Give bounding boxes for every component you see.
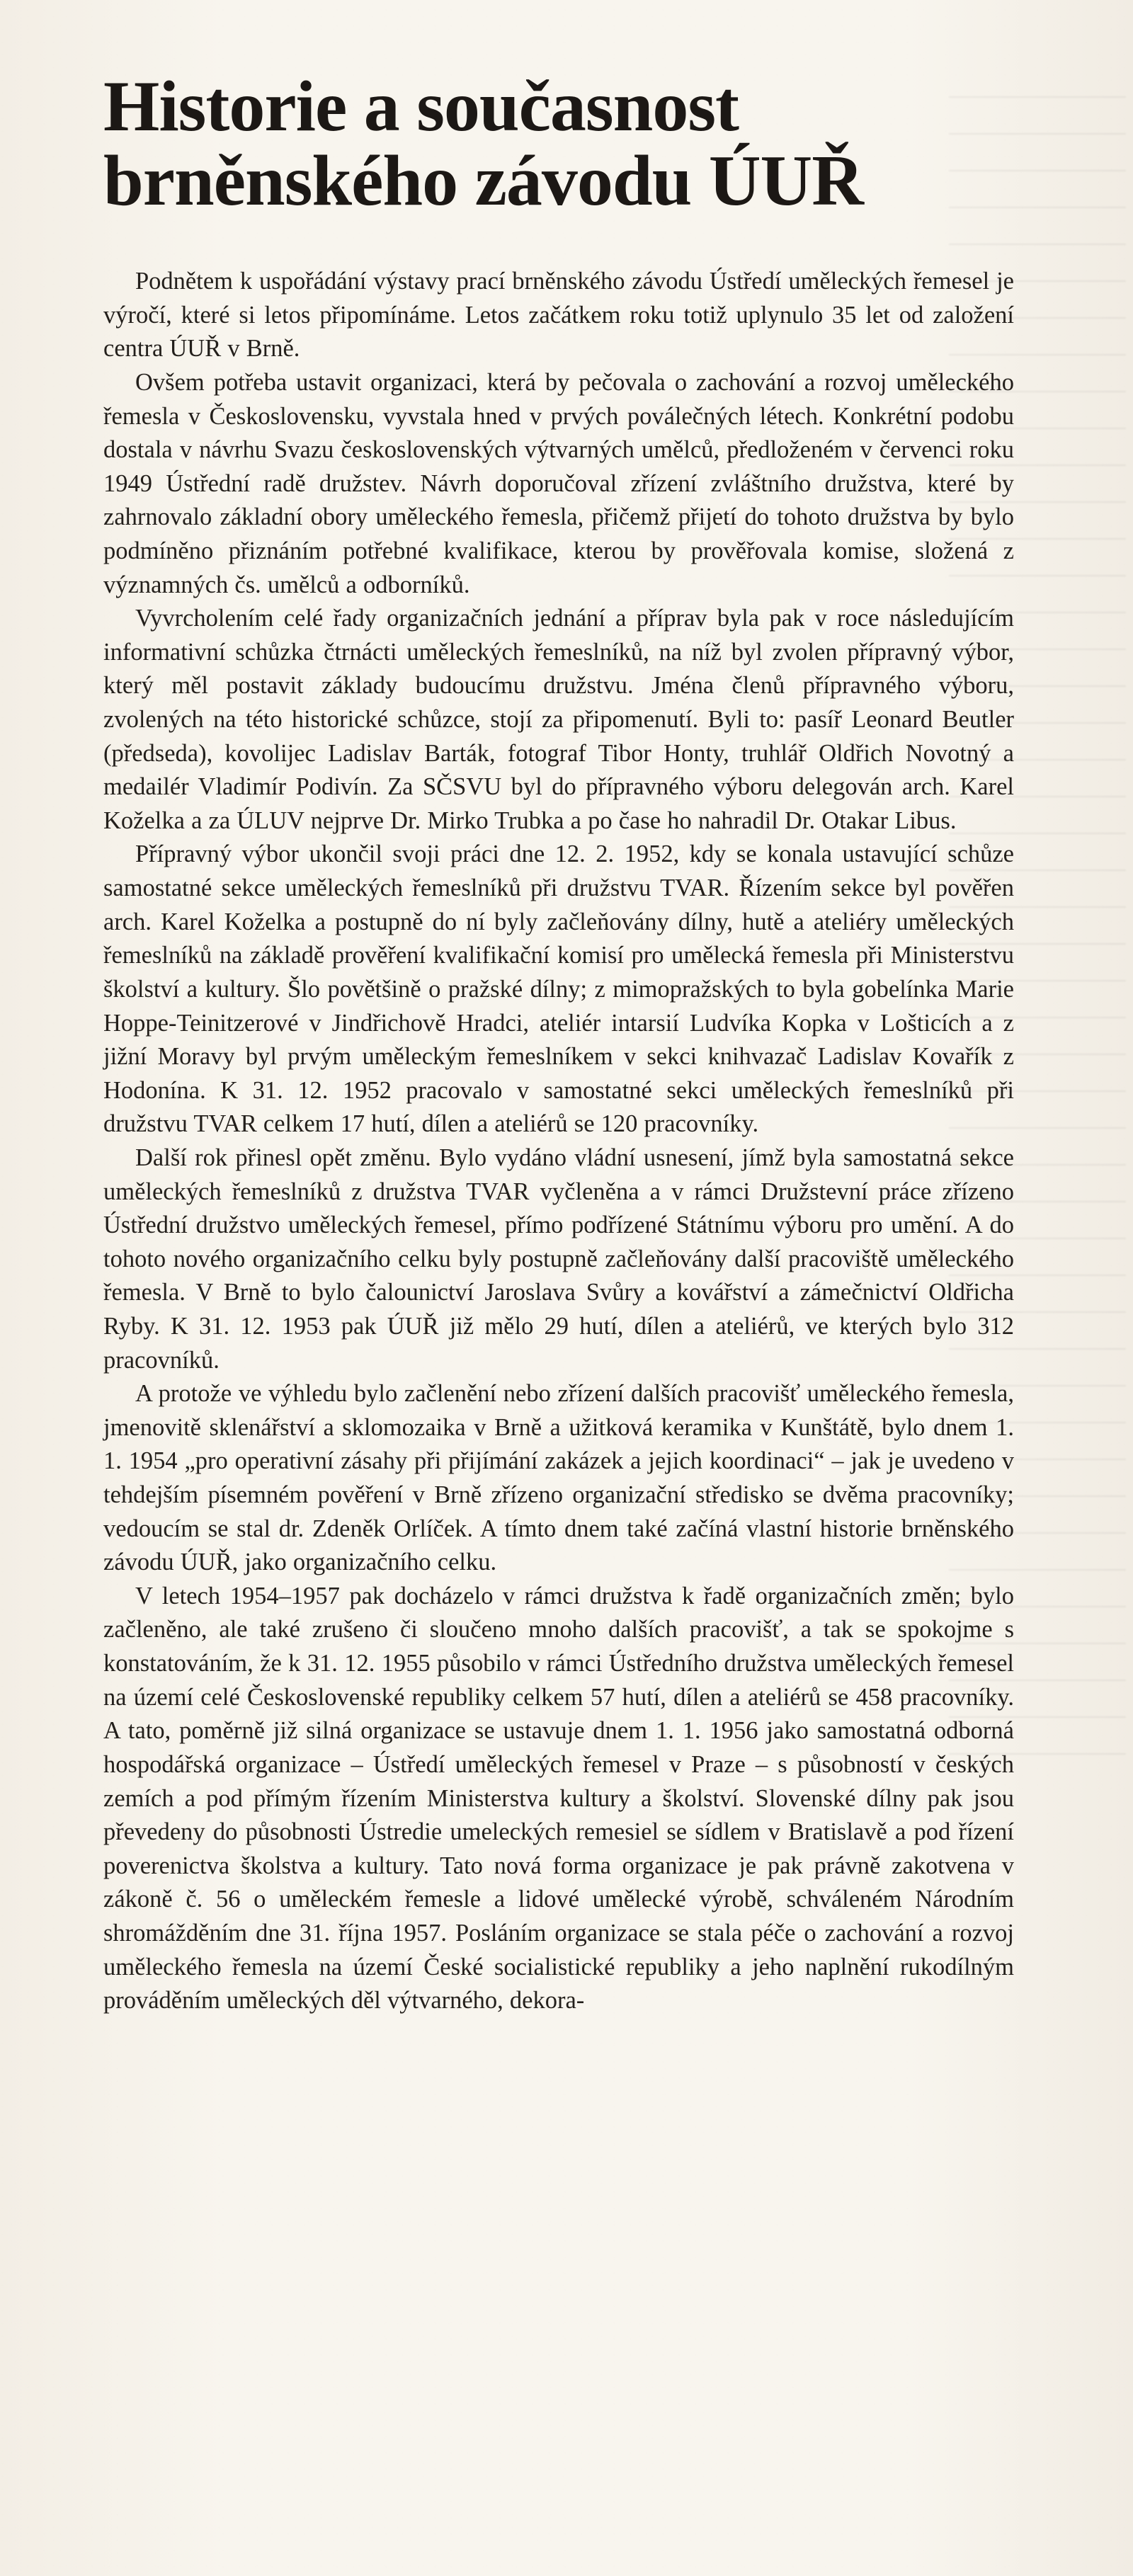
title-line-1: Historie a současnost	[103, 67, 739, 147]
paragraph-2: Ovšem potřeba ustavit organizaci, která by pečovala o zachování a rozvoj uměleckého řemesla v Československu, vyvstala hned v prvých poválečných létech. Konkrétní podobu dostala v návrhu Svazu československých výtvarných umělců, předloženém v červenci roku 1949 Ústřední radě družstev. Návrh doporučoval zřízení zvláštního družstva, které by zahrnovalo základní obory uměleckého řemesla, přičemž přijetí do tohoto družstva by bylo podmíněno přiznáním potřebné kvalifikace, kterou by prověřovala komise, složená z významných čs. umělců a odborníků.	[103, 368, 1014, 598]
paragraph-7: V letech 1954–1957 pak docházelo v rámci družstva k řadě organizačních změn; bylo začleněno, ale také zrušeno či sloučeno mnoho dalších pracovišť, a tak se spokojme s konstatováním, že k 31. 12. 1955 působilo v rámci Ústředního družstva uměleckých řemesel na území celé Československé republiky celkem 57 hutí, dílen a ateliérů se 458 pracovníky. A tato, poměrně již silná organizace se ustavuje dnem 1. 1. 1956 jako samostatná odborná hospodářská organizace – Ústředí uměleckých řemesel v Praze – s působností v českých zemích a pod přímým řízením Ministerstva kultury a školství. Slovenské dílny pak jsou převedeny do působnosti Ústredie umeleckých remesiel se sídlem v Bratislavě a pod řízení poverenictva školstva a kultury. Tato nová forma organizace je pak právně zakotvena v zákoně č. 56 o uměleckém řemesle a lidové umělecké výrobě, schváleném Národním shromážděním dne 31. října 1957. Posláním organizace se stala péče o zachování a rozvoj uměleckého řemesla na území České socialistické republiky a jeho naplnění rukodílným prováděním uměleckých děl výtvarného, dekora-	[103, 1582, 1014, 2014]
paragraph-6: A protože ve výhledu bylo začlenění nebo zřízení dalších pracovišť uměleckého řemesla, jmenovitě sklenářství a sklomozaika v Brně a užitková keramika v Kunštátě, bylo dnem 1. 1. 1954 „pro operativní zásahy při přijímání zakázek a jejich koordinaci“ – jak je uvedeno v tehdejším písemném pověření v Brně zřízeno organizační středisko se dvěma pracovníky; vedoucím se stal dr. Zdeněk Orlíček. A tímto dnem také začíná vlastní historie brněnského závodu ÚUŘ, jako organizačního celku.	[103, 1380, 1014, 1576]
title-line-2: brněnského závodu ÚUŘ	[103, 141, 863, 222]
paragraph-3: Vyvrcholením celé řady organizačních jednání a příprav byla pak v roce následujícím informativní schůzka čtrnácti uměleckých řemeslníků, na níž byl zvolen přípravný výbor, který měl postavit základy budoucímu družstvu. Jména členů přípravného výboru, zvolených na této historické schůzce, stojí za připomenutí. Byli to: pasíř Leonard Beutler (předseda), kovolijec Ladislav Barták, fotograf Tibor Honty, truhlář Oldřich Novotný a medailér Vladimír Podivín. Za SČSVU byl do přípravného výboru delegován arch. Karel Koželka a za ÚLUV nejprve Dr. Mirko Trubka a po čase ho nahradil Dr. Otakar Libus.	[103, 605, 1014, 834]
paragraph-1: Podnětem k uspořádání výstavy prací brněnského závodu Ústředí uměleckých řemesel je výročí, které si letos připomínáme. Letos začátkem roku totiž uplynulo 35 let od založení centra ÚUŘ v Brně.	[103, 268, 1014, 363]
article-title	[103, 67, 1014, 222]
paragraph-5: Další rok přinesl opět změnu. Bylo vydáno vládní usnesení, jímž byla samostatná sekce uměleckých řemeslníků z družstva TVAR vyčleněna a v rámci Družstevní práce zřízeno Ústřední družstvo uměleckých řemesel, přímo podřízené Státnímu výboru pro umění. A do tohoto nového organizačního celku byly postupně začleňovány další pracoviště uměleckého řemesla. V Brně to bylo čalounictví Jaroslava Svůry a kovářství a zámečnictví Oldřicha Ryby. K 31. 12. 1953 pak ÚUŘ již mělo 29 hutí, dílen a ateliérů, ve kterých bylo 312 pracovníků.	[103, 1144, 1014, 1374]
article-body	[103, 265, 1014, 2018]
paragraph-4: Přípravný výbor ukončil svoji práci dne 12. 2. 1952, kdy se konala ustavující schůze samostatné sekce uměleckých řemeslníků při družstvu TVAR. Řízením sekce byl pověřen arch. Karel Koželka a postupně do ní byly začleňovány dílny, hutě a ateliéry uměleckých řemeslníků na základě prověření kvalifikační komisí pro umělecká řemesla při Ministerstvu školství a kultury. Šlo povětšině o pražské dílny; z mimopražských to byla gobelínka Marie Hoppe-Teinitzerové v Jindřichově Hradci, ateliér intarsií Ludvíka Kopka v Lošticích a z jižní Moravy byl prvým uměleckým řemeslníkem v sekci knihvazač Ladislav Kovařík z Hodonína. K 31. 12. 1952 pracovalo v samostatné sekci uměleckých řemeslníků při družstvu TVAR celkem 17 hutí, dílen a ateliérů se 120 pracovníky.	[103, 840, 1014, 1138]
article	[103, 69, 1014, 2018]
